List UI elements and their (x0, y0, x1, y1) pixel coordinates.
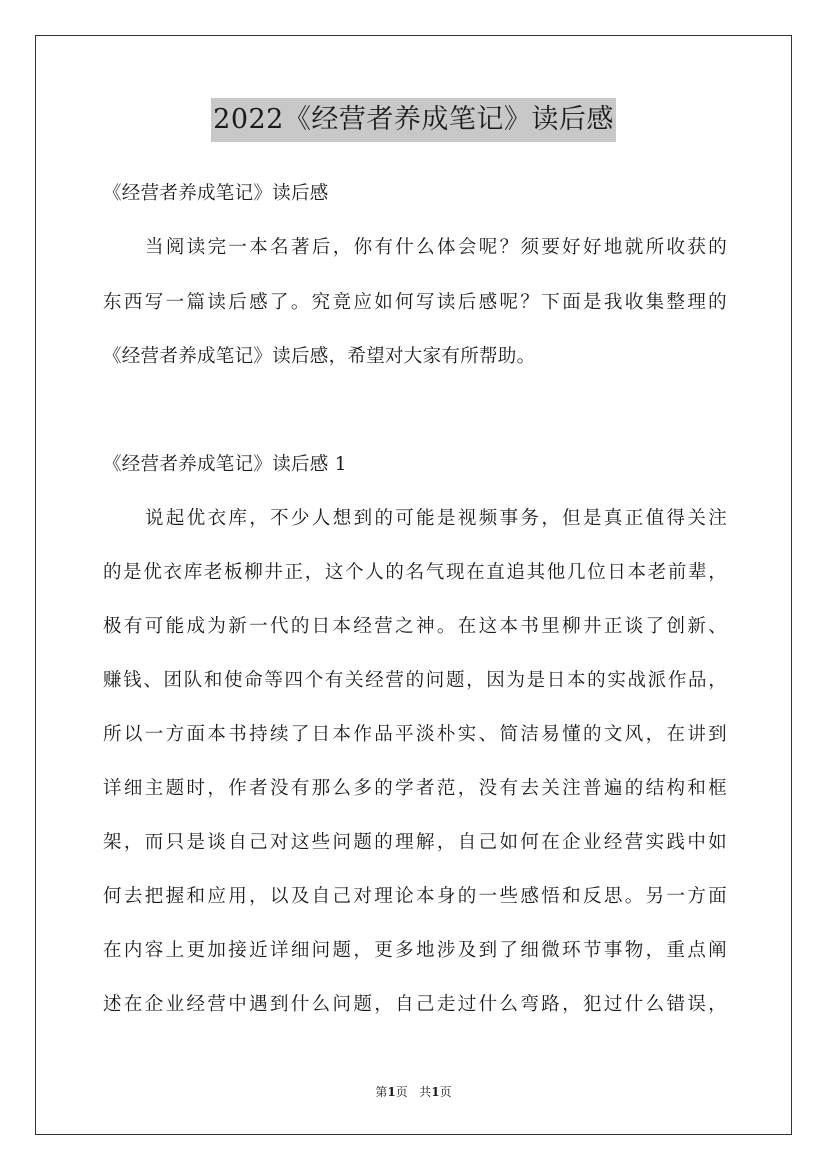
page-label-suffix: 页 (395, 1085, 408, 1099)
body-line-2: 的是优衣库老板柳井正，这个人的名气现在直追其他几位日本老前辈， (103, 562, 727, 583)
body-line-3: 极有可能成为新一代的日本经营之神。在这本书里柳井正谈了创新、 (103, 616, 727, 637)
body-line-5: 所以一方面本书持续了日本作品平淡朴实、简洁易懂的文风，在讲到 (103, 724, 727, 745)
intro-line-1: 当阅读完一本名著后，你有什么体会呢？须要好好地就所收获的 (145, 237, 727, 258)
body-line-7: 架，而只是谈自己对这些问题的理解，自己如何在企业经营实践中如 (103, 832, 727, 853)
document-title: 2022《经营者养成笔记》读后感 (211, 98, 616, 142)
body-line-1: 说起优衣库，不少人想到的可能是视频事务，但是真正值得关注 (145, 508, 727, 529)
page-number: 1 (387, 1085, 396, 1099)
title-container (0, 98, 827, 142)
total-pages: 1 (431, 1085, 440, 1099)
body-line-4: 赚钱、团队和使命等四个有关经营的问题，因为是日本的实战派作品， (103, 670, 727, 691)
body-line-9: 在内容上更加接近详细问题，更多地涉及到了细微环节事物，重点阐 (103, 940, 727, 961)
page-label-prefix: 第 (375, 1085, 388, 1099)
intro-line-3: 《经营者养成笔记》读后感，希望对大家有所帮助。 (103, 346, 536, 367)
section-heading: 《经营者养成笔记》读后感 1 (103, 454, 347, 475)
intro-line-2: 东西写一篇读后感了。究竟应如何写读后感呢？下面是我收集整理的 (103, 292, 727, 313)
total-label-suffix: 页 (439, 1085, 452, 1099)
body-line-8: 何去把握和应用，以及自己对理论本身的一些感悟和反思。另一方面 (103, 886, 727, 907)
body-line-10: 述在企业经营中遇到什么问题，自己走过什么弯路，犯过什么错误， (103, 994, 727, 1015)
page-footer (0, 1084, 827, 1100)
document-subtitle: 《经营者养成笔记》读后感 (103, 183, 329, 204)
body-line-6: 详细主题时，作者没有那么多的学者范，没有去关注普遍的结构和框 (103, 778, 727, 799)
total-label-prefix: 共 (419, 1085, 432, 1099)
